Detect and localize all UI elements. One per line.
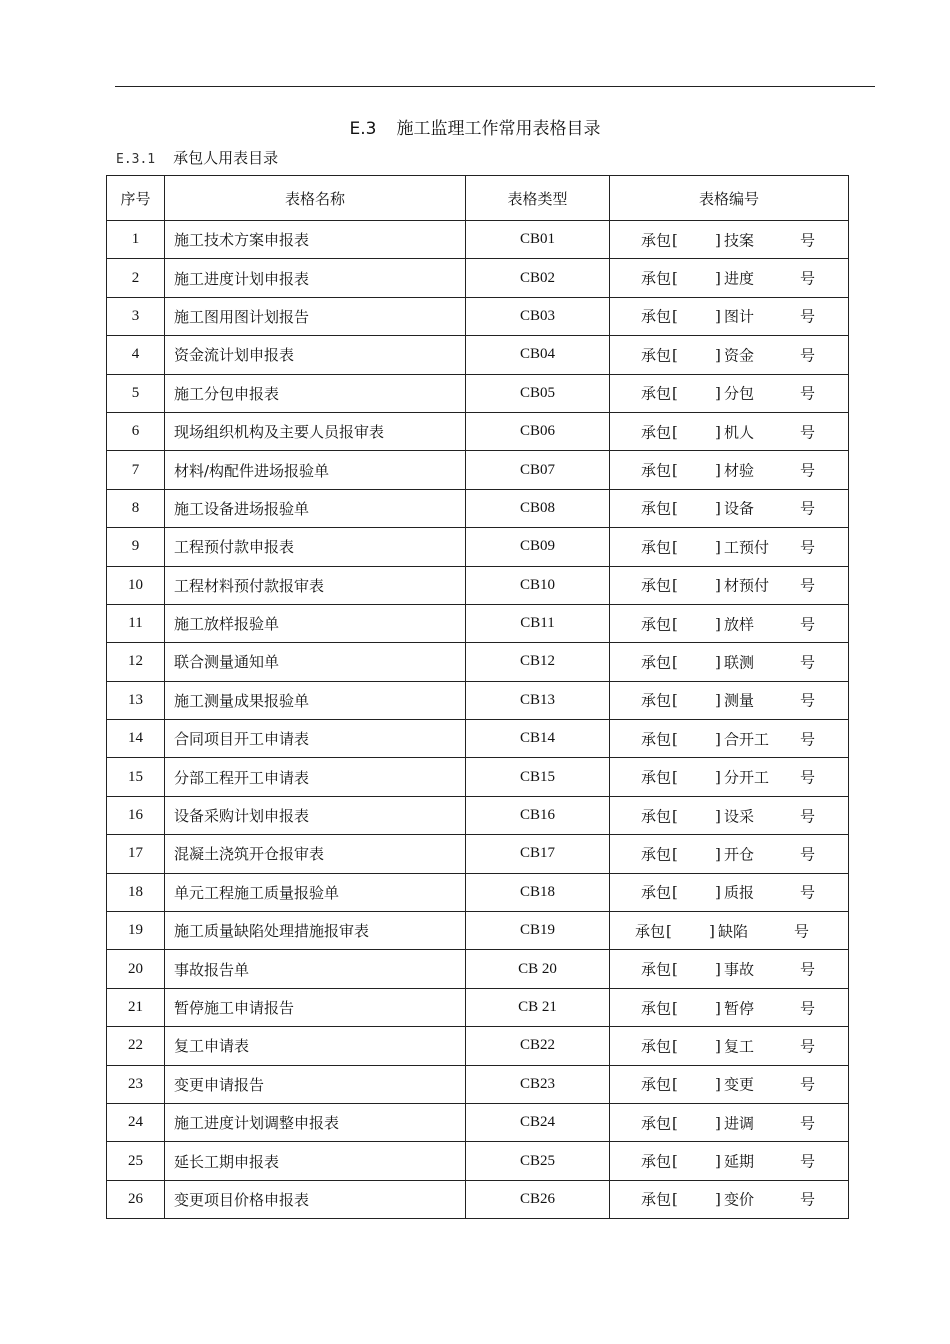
code-suffix: 号 bbox=[800, 960, 816, 979]
table-row bbox=[107, 451, 849, 489]
code-suffix: 号 bbox=[800, 1190, 816, 1209]
table-row bbox=[107, 297, 849, 335]
row-index: 3 bbox=[107, 297, 165, 335]
row-form-type: CB14 bbox=[466, 720, 610, 758]
row-form-name: 施工测量成果报验单 bbox=[165, 681, 466, 719]
code-right-bracket: ] bbox=[715, 345, 721, 364]
header-index: 序号 bbox=[107, 176, 165, 221]
row-index: 19 bbox=[107, 912, 165, 950]
table-row bbox=[107, 873, 849, 911]
code-suffix: 号 bbox=[794, 922, 810, 941]
row-form-code bbox=[610, 912, 849, 950]
code-prefix: 承包 bbox=[641, 307, 672, 326]
row-index: 25 bbox=[107, 1142, 165, 1180]
table-row bbox=[107, 912, 849, 950]
code-abbreviation: 测量 bbox=[724, 691, 755, 710]
row-form-code bbox=[610, 1027, 849, 1065]
row-form-type: CB04 bbox=[466, 336, 610, 374]
row-index: 23 bbox=[107, 1065, 165, 1103]
code-suffix: 号 bbox=[800, 307, 816, 326]
code-prefix: 承包 bbox=[641, 576, 672, 595]
row-index: 10 bbox=[107, 566, 165, 604]
row-form-name: 单元工程施工质量报验单 bbox=[165, 873, 466, 911]
row-form-name: 施工进度计划申报表 bbox=[165, 259, 466, 297]
code-left-bracket: [ bbox=[672, 307, 678, 326]
code-prefix: 承包 bbox=[641, 1037, 672, 1056]
row-form-code bbox=[610, 566, 849, 604]
row-form-code bbox=[610, 1142, 849, 1180]
code-prefix: 承包 bbox=[641, 883, 672, 902]
code-right-bracket: ] bbox=[715, 537, 721, 556]
code-left-bracket: [ bbox=[672, 384, 678, 403]
code-right-bracket: ] bbox=[715, 1075, 721, 1094]
code-left-bracket: [ bbox=[672, 461, 678, 480]
page-title bbox=[0, 114, 950, 139]
code-prefix: 承包 bbox=[641, 691, 672, 710]
title-text: 施工监理工作常用表格目录 bbox=[396, 119, 601, 139]
row-form-code bbox=[610, 259, 849, 297]
code-left-bracket: [ bbox=[672, 998, 678, 1017]
table-row bbox=[107, 1103, 849, 1141]
row-form-code bbox=[610, 681, 849, 719]
row-form-name: 设备采购计划申报表 bbox=[165, 796, 466, 834]
code-suffix: 号 bbox=[800, 499, 816, 518]
code-suffix: 号 bbox=[800, 423, 816, 442]
code-abbreviation: 资金 bbox=[724, 346, 755, 365]
row-index: 11 bbox=[107, 604, 165, 642]
code-suffix: 号 bbox=[800, 730, 816, 749]
row-index: 20 bbox=[107, 950, 165, 988]
code-suffix: 号 bbox=[800, 883, 816, 902]
code-right-bracket: ] bbox=[715, 576, 721, 595]
table-row bbox=[107, 1180, 849, 1218]
row-form-name: 施工放样报验单 bbox=[165, 604, 466, 642]
row-form-code bbox=[610, 489, 849, 527]
row-index: 6 bbox=[107, 412, 165, 450]
code-abbreviation: 延期 bbox=[724, 1152, 755, 1171]
row-index: 2 bbox=[107, 259, 165, 297]
row-index: 7 bbox=[107, 451, 165, 489]
code-left-bracket: [ bbox=[672, 806, 678, 825]
code-abbreviation: 材预付 bbox=[724, 576, 770, 595]
table-row bbox=[107, 374, 849, 412]
row-form-type: CB26 bbox=[466, 1180, 610, 1218]
table-row bbox=[107, 1065, 849, 1103]
table-row bbox=[107, 412, 849, 450]
row-form-type: CB 21 bbox=[466, 988, 610, 1026]
code-suffix: 号 bbox=[800, 653, 816, 672]
row-form-code bbox=[610, 451, 849, 489]
row-form-type: CB15 bbox=[466, 758, 610, 796]
code-left-bracket: [ bbox=[672, 1152, 678, 1171]
row-form-code bbox=[610, 835, 849, 873]
table-header-row bbox=[107, 176, 849, 221]
row-form-type: CB01 bbox=[466, 221, 610, 259]
row-form-type: CB13 bbox=[466, 681, 610, 719]
header-name: 表格名称 bbox=[165, 176, 466, 221]
table-row bbox=[107, 643, 849, 681]
row-form-type: CB25 bbox=[466, 1142, 610, 1180]
code-left-bracket: [ bbox=[672, 729, 678, 748]
code-abbreviation: 分开工 bbox=[724, 768, 770, 787]
row-form-code bbox=[610, 412, 849, 450]
table-row bbox=[107, 528, 849, 566]
row-index: 15 bbox=[107, 758, 165, 796]
code-left-bracket: [ bbox=[672, 691, 678, 710]
code-prefix: 承包 bbox=[641, 845, 672, 864]
code-suffix: 号 bbox=[800, 999, 816, 1017]
row-form-name: 混凝土浇筑开仓报审表 bbox=[165, 835, 466, 873]
code-right-bracket: ] bbox=[715, 461, 721, 480]
row-form-type: CB03 bbox=[466, 297, 610, 335]
code-right-bracket: ] bbox=[715, 384, 721, 403]
row-index: 5 bbox=[107, 374, 165, 412]
row-form-code bbox=[610, 1180, 849, 1218]
code-abbreviation: 质报 bbox=[724, 883, 755, 902]
table-row bbox=[107, 681, 849, 719]
table-row bbox=[107, 1142, 849, 1180]
row-form-name: 施工设备进场报验单 bbox=[165, 489, 466, 527]
code-prefix: 承包 bbox=[641, 1114, 672, 1133]
code-left-bracket: [ bbox=[672, 960, 678, 979]
code-left-bracket: [ bbox=[672, 1075, 678, 1094]
table-row bbox=[107, 221, 849, 259]
code-prefix: 承包 bbox=[641, 1190, 672, 1209]
row-form-code bbox=[610, 297, 849, 335]
code-abbreviation: 材验 bbox=[724, 461, 755, 480]
code-left-bracket: [ bbox=[672, 1036, 678, 1055]
table-body bbox=[107, 221, 849, 1219]
code-suffix: 号 bbox=[800, 691, 816, 710]
code-right-bracket: ] bbox=[715, 729, 721, 748]
row-form-type: CB22 bbox=[466, 1027, 610, 1065]
code-right-bracket: ] bbox=[715, 768, 721, 787]
code-abbreviation: 复工 bbox=[724, 1037, 755, 1056]
code-abbreviation: 分包 bbox=[724, 384, 755, 403]
code-prefix: 承包 bbox=[641, 999, 672, 1017]
row-form-type: CB24 bbox=[466, 1103, 610, 1141]
table-row bbox=[107, 796, 849, 834]
code-abbreviation: 设采 bbox=[724, 807, 755, 826]
row-form-code bbox=[610, 758, 849, 796]
code-suffix: 号 bbox=[800, 231, 816, 250]
subtitle-number: E.3.1 bbox=[116, 152, 156, 167]
code-abbreviation: 开仓 bbox=[724, 845, 755, 864]
row-form-name: 分部工程开工申请表 bbox=[165, 758, 466, 796]
code-left-bracket: [ bbox=[672, 537, 678, 556]
code-right-bracket: ] bbox=[715, 614, 721, 633]
code-abbreviation: 事故 bbox=[724, 960, 755, 979]
row-index: 1 bbox=[107, 221, 165, 259]
code-prefix: 承包 bbox=[635, 922, 666, 941]
code-prefix: 承包 bbox=[641, 1075, 672, 1094]
row-form-type: CB19 bbox=[466, 912, 610, 950]
row-form-type: CB02 bbox=[466, 259, 610, 297]
row-form-type: CB10 bbox=[466, 566, 610, 604]
row-index: 24 bbox=[107, 1103, 165, 1141]
code-right-bracket: ] bbox=[715, 1113, 721, 1132]
row-form-name: 事故报告单 bbox=[165, 950, 466, 988]
row-form-name: 合同项目开工申请表 bbox=[165, 720, 466, 758]
code-suffix: 号 bbox=[800, 384, 816, 403]
row-index: 21 bbox=[107, 988, 165, 1026]
table-row bbox=[107, 1027, 849, 1065]
code-left-bracket: [ bbox=[672, 883, 678, 902]
row-index: 9 bbox=[107, 528, 165, 566]
table-row bbox=[107, 489, 849, 527]
table-row bbox=[107, 950, 849, 988]
code-right-bracket: ] bbox=[715, 844, 721, 863]
code-abbreviation: 合开工 bbox=[724, 730, 770, 749]
table-row bbox=[107, 259, 849, 297]
row-form-name: 施工质量缺陷处理措施报审表 bbox=[165, 912, 466, 950]
code-left-bracket: [ bbox=[672, 345, 678, 364]
code-suffix: 号 bbox=[800, 1152, 816, 1171]
row-form-name: 施工技术方案申报表 bbox=[165, 221, 466, 259]
table-row bbox=[107, 988, 849, 1026]
table-row bbox=[107, 604, 849, 642]
subtitle-text: 承包人用表目录 bbox=[173, 149, 279, 167]
row-form-code bbox=[610, 796, 849, 834]
row-form-type: CB 20 bbox=[466, 950, 610, 988]
code-right-bracket: ] bbox=[715, 652, 721, 671]
code-suffix: 号 bbox=[800, 768, 816, 787]
code-prefix: 承包 bbox=[641, 461, 672, 480]
row-form-name: 现场组织机构及主要人员报审表 bbox=[165, 412, 466, 450]
row-form-code bbox=[610, 221, 849, 259]
row-form-code bbox=[610, 374, 849, 412]
row-form-type: CB07 bbox=[466, 451, 610, 489]
code-abbreviation: 暂停 bbox=[724, 999, 755, 1017]
row-form-name: 施工分包申报表 bbox=[165, 374, 466, 412]
code-prefix: 承包 bbox=[641, 615, 672, 634]
row-form-name: 复工申请表 bbox=[165, 1027, 466, 1065]
row-form-type: CB11 bbox=[466, 604, 610, 642]
row-form-type: CB05 bbox=[466, 374, 610, 412]
row-index: 16 bbox=[107, 796, 165, 834]
code-prefix: 承包 bbox=[641, 960, 672, 979]
code-abbreviation: 机人 bbox=[724, 423, 755, 442]
code-right-bracket: ] bbox=[715, 307, 721, 326]
code-prefix: 承包 bbox=[641, 423, 672, 442]
row-form-name: 联合测量通知单 bbox=[165, 643, 466, 681]
code-abbreviation: 变价 bbox=[724, 1190, 755, 1209]
row-form-name: 工程预付款申报表 bbox=[165, 528, 466, 566]
code-abbreviation: 联测 bbox=[724, 653, 755, 672]
code-right-bracket: ] bbox=[715, 1152, 721, 1171]
row-index: 26 bbox=[107, 1180, 165, 1218]
code-left-bracket: [ bbox=[672, 768, 678, 787]
section-subtitle bbox=[116, 147, 278, 168]
row-form-code bbox=[610, 873, 849, 911]
code-left-bracket: [ bbox=[672, 269, 678, 288]
code-left-bracket: [ bbox=[672, 614, 678, 633]
title-number: E.3 bbox=[349, 119, 377, 139]
table-row bbox=[107, 336, 849, 374]
row-form-code bbox=[610, 950, 849, 988]
row-index: 14 bbox=[107, 720, 165, 758]
code-prefix: 承包 bbox=[641, 538, 672, 557]
code-suffix: 号 bbox=[800, 576, 816, 595]
code-left-bracket: [ bbox=[672, 576, 678, 595]
code-right-bracket: ] bbox=[715, 998, 721, 1017]
row-index: 13 bbox=[107, 681, 165, 719]
table-row bbox=[107, 720, 849, 758]
row-form-type: CB09 bbox=[466, 528, 610, 566]
code-left-bracket: [ bbox=[666, 921, 672, 940]
row-form-name: 材料/构配件进场报验单 bbox=[165, 451, 466, 489]
header-code: 表格编号 bbox=[610, 176, 849, 221]
code-suffix: 号 bbox=[800, 538, 816, 557]
row-index: 8 bbox=[107, 489, 165, 527]
code-right-bracket: ] bbox=[715, 806, 721, 825]
row-form-name: 暂停施工申请报告 bbox=[165, 988, 466, 1026]
row-form-type: CB12 bbox=[466, 643, 610, 681]
row-form-code bbox=[610, 1103, 849, 1141]
code-suffix: 号 bbox=[800, 269, 816, 288]
code-prefix: 承包 bbox=[641, 384, 672, 403]
code-suffix: 号 bbox=[800, 1037, 816, 1056]
code-right-bracket: ] bbox=[715, 1036, 721, 1055]
code-abbreviation: 工预付 bbox=[724, 538, 770, 557]
row-form-name: 变更项目价格申报表 bbox=[165, 1180, 466, 1218]
row-index: 4 bbox=[107, 336, 165, 374]
header-type: 表格类型 bbox=[466, 176, 610, 221]
row-form-type: CB17 bbox=[466, 835, 610, 873]
row-form-code bbox=[610, 720, 849, 758]
row-form-code bbox=[610, 336, 849, 374]
row-form-name: 施工进度计划调整申报表 bbox=[165, 1103, 466, 1141]
code-abbreviation: 缺陷 bbox=[718, 922, 749, 941]
code-prefix: 承包 bbox=[641, 1152, 672, 1171]
row-form-type: CB23 bbox=[466, 1065, 610, 1103]
code-abbreviation: 变更 bbox=[724, 1075, 755, 1094]
row-form-type: CB08 bbox=[466, 489, 610, 527]
row-form-code bbox=[610, 988, 849, 1026]
row-index: 12 bbox=[107, 643, 165, 681]
row-form-code bbox=[610, 528, 849, 566]
row-form-name: 变更申请报告 bbox=[165, 1065, 466, 1103]
code-prefix: 承包 bbox=[641, 730, 672, 749]
code-prefix: 承包 bbox=[641, 653, 672, 672]
row-form-code bbox=[610, 604, 849, 642]
header-rule bbox=[115, 86, 875, 87]
table-row bbox=[107, 835, 849, 873]
code-right-bracket: ] bbox=[709, 921, 715, 940]
row-form-type: CB18 bbox=[466, 873, 610, 911]
code-abbreviation: 进度 bbox=[724, 269, 755, 288]
code-prefix: 承包 bbox=[641, 807, 672, 826]
row-form-name: 施工图用图计划报告 bbox=[165, 297, 466, 335]
code-left-bracket: [ bbox=[672, 1190, 678, 1209]
table-row bbox=[107, 758, 849, 796]
code-right-bracket: ] bbox=[715, 230, 721, 249]
row-form-type: CB16 bbox=[466, 796, 610, 834]
row-index: 18 bbox=[107, 873, 165, 911]
code-suffix: 号 bbox=[800, 1114, 816, 1133]
code-right-bracket: ] bbox=[715, 960, 721, 979]
code-suffix: 号 bbox=[800, 807, 816, 826]
code-left-bracket: [ bbox=[672, 844, 678, 863]
code-right-bracket: ] bbox=[715, 422, 721, 441]
code-abbreviation: 技案 bbox=[724, 231, 755, 250]
row-form-name: 延长工期申报表 bbox=[165, 1142, 466, 1180]
code-suffix: 号 bbox=[800, 1075, 816, 1094]
row-form-name: 资金流计划申报表 bbox=[165, 336, 466, 374]
code-prefix: 承包 bbox=[641, 231, 672, 250]
row-form-name: 工程材料预付款报审表 bbox=[165, 566, 466, 604]
code-abbreviation: 设备 bbox=[724, 499, 755, 518]
code-abbreviation: 图计 bbox=[724, 307, 755, 326]
code-left-bracket: [ bbox=[672, 422, 678, 441]
forms-table bbox=[106, 175, 849, 1219]
code-left-bracket: [ bbox=[672, 499, 678, 518]
code-left-bracket: [ bbox=[672, 652, 678, 671]
row-index: 17 bbox=[107, 835, 165, 873]
row-form-code bbox=[610, 1065, 849, 1103]
code-prefix: 承包 bbox=[641, 499, 672, 518]
code-prefix: 承包 bbox=[641, 269, 672, 288]
code-abbreviation: 进调 bbox=[724, 1114, 755, 1133]
code-right-bracket: ] bbox=[715, 499, 721, 518]
row-form-type: CB06 bbox=[466, 412, 610, 450]
code-prefix: 承包 bbox=[641, 768, 672, 787]
row-index: 22 bbox=[107, 1027, 165, 1065]
table-row bbox=[107, 566, 849, 604]
row-form-code bbox=[610, 643, 849, 681]
code-suffix: 号 bbox=[800, 615, 816, 634]
code-left-bracket: [ bbox=[672, 1113, 678, 1132]
code-suffix: 号 bbox=[800, 845, 816, 864]
code-suffix: 号 bbox=[800, 346, 816, 365]
code-suffix: 号 bbox=[800, 461, 816, 480]
code-left-bracket: [ bbox=[672, 230, 678, 249]
code-prefix: 承包 bbox=[641, 346, 672, 365]
code-right-bracket: ] bbox=[715, 883, 721, 902]
code-right-bracket: ] bbox=[715, 269, 721, 288]
code-abbreviation: 放样 bbox=[724, 615, 755, 634]
code-right-bracket: ] bbox=[715, 691, 721, 710]
code-right-bracket: ] bbox=[715, 1190, 721, 1209]
